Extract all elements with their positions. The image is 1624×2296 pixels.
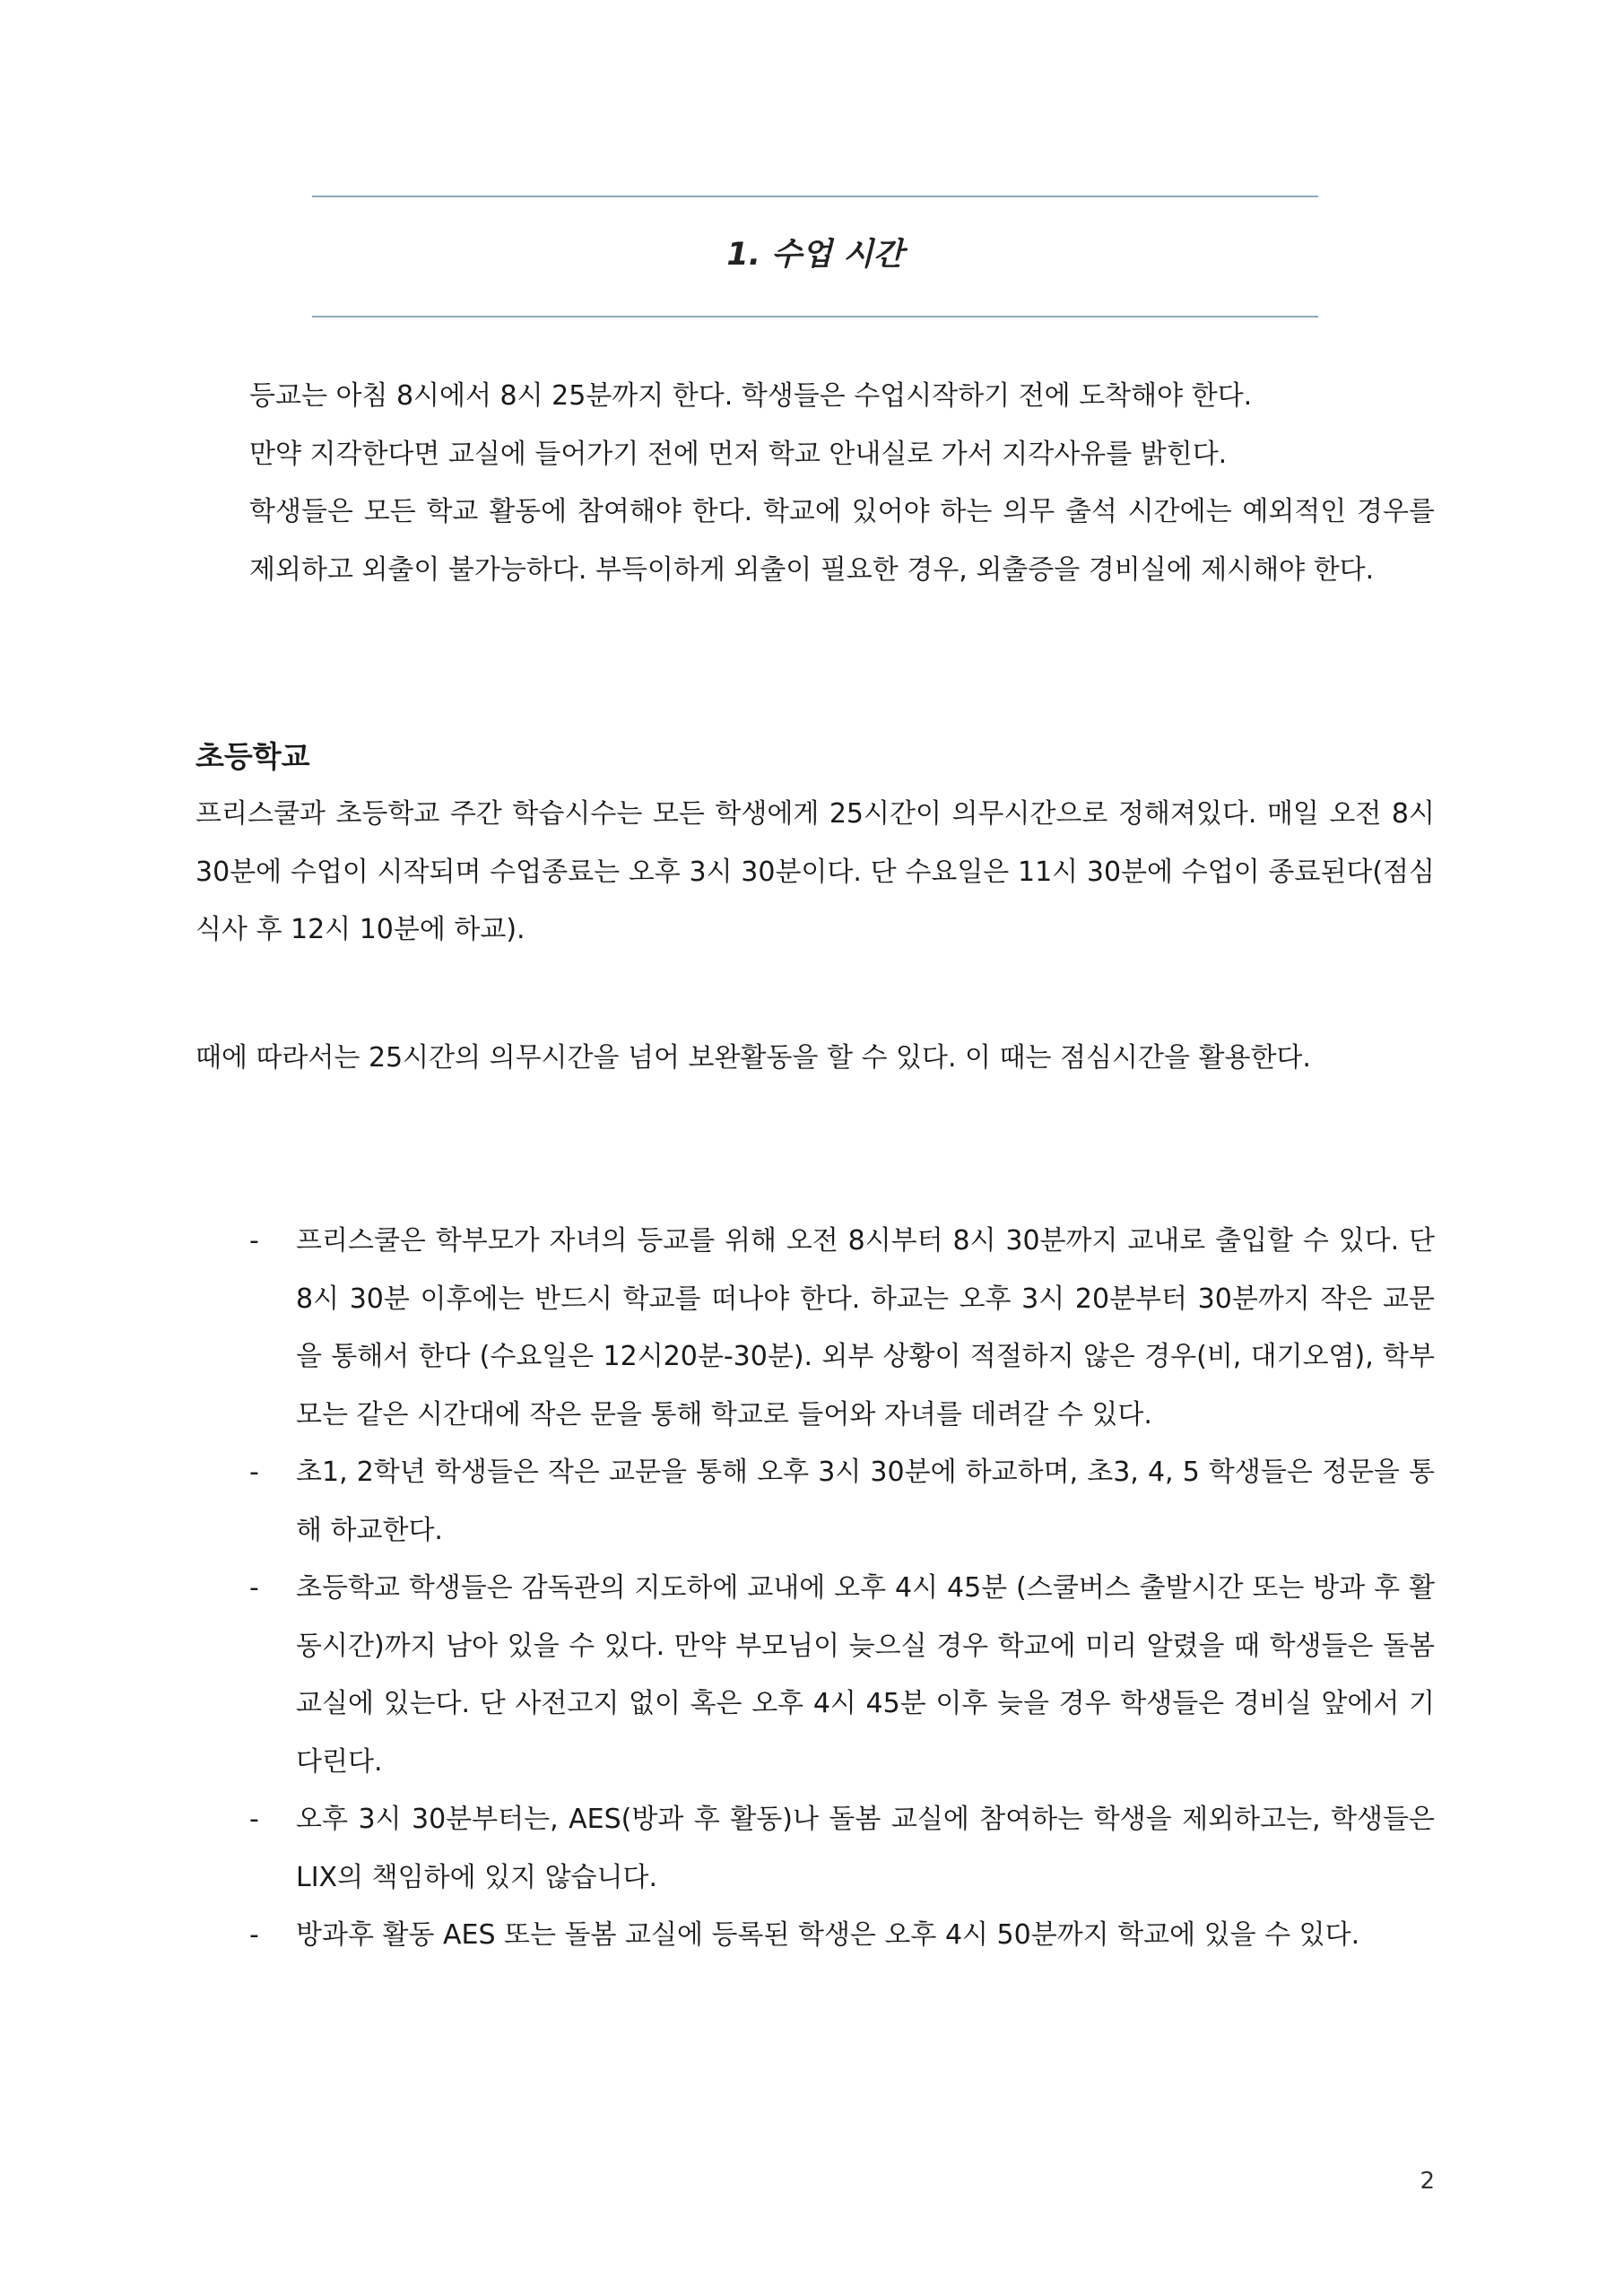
list-item-text: 프리스쿨은 학부모가 자녀의 등교를 위해 오전 8시부터 8시 30분까지 교내로 출입할 수 있다. 단 8시 30분 이후에는 반드시 학교를 떠나야 한다. 하교는 오후 3시 20분부터 30분까지 작은 교문을 통해서 한다 (수요일은 12시20분-30분). 외부 상황이 적절하지 않은 경우(비, 대기오염), 학부모는 같은 시간대에 작은 문을 통해 학교로 들어와 자녀를 데려갈 수 있다. [296, 1225, 1435, 1431]
list-item [195, 1560, 1435, 1791]
intro-line-2: 만약 지각한다면 교실에 들어가기 전에 먼저 학교 안내실로 가서 지각사유를 밝힌다. [249, 438, 1228, 470]
list-item-text: 방과후 활동 AES 또는 돌봄 교실에 등록된 학생은 오후 4시 50분까지 학교에 있을 수 있다. [296, 1919, 1360, 1951]
elementary-bullet-list [195, 1213, 1435, 1965]
intro-line-3: 학생들은 모든 학교 활동에 참여해야 한다. 학교에 있어야 하는 의무 출석 시간에는 예외적인 경우를 제외하고 외출이 불가능하다. 부득이하게 외출이 필요한 경우, 외출증을 경비실에 제시해야 한다. [249, 496, 1435, 586]
intro-paragraph [249, 368, 1435, 599]
page-number: 2 [1420, 2168, 1435, 2195]
list-item-text: 초등학교 학생들은 감독관의 지도하에 교내에 오후 4시 45분 (스쿨버스 출발시간 또는 방과 후 활동시간)까지 남아 있을 수 있다. 만약 부모님이 늦으실 경우 학교에 미리 알렸을 때 학생들은 돌봄교실에 있는다. 단 사전고지 없이 혹은 오후 4시 45분 이후 늦을 경우 학생들은 경비실 앞에서 기다린다. [296, 1572, 1435, 1778]
title-top-rule [312, 196, 1318, 197]
list-item [195, 1907, 1435, 1965]
bullet-dash: - [249, 1457, 259, 1488]
intro-line-1: 등교는 아침 8시에서 8시 25분까지 한다. 학생들은 수업시작하기 전에 도착해야 한다. [249, 380, 1253, 412]
elementary-paragraph-2: 때에 따라서는 25시간의 의무시간을 넘어 보완활동을 할 수 있다. 이 때는 점심시간을 활용한다. [195, 1042, 1311, 1074]
title-bottom-rule [312, 316, 1318, 317]
bullet-dash: - [249, 1804, 259, 1835]
list-item-text: 오후 3시 30분부터는, AES(방과 후 활동)나 돌봄 교실에 참여하는 학생을 제외하고는, 학생들은 LIX의 책임하에 있지 않습니다. [296, 1804, 1435, 1893]
section-title: 1. 수업 시간 [726, 237, 904, 273]
list-item [195, 1444, 1435, 1560]
bullet-dash: - [249, 1919, 259, 1951]
elementary-paragraph-1: 프리스쿨과 초등학교 주간 학습시수는 모든 학생에게 25시간이 의무시간으로 정해져있다. 매일 오전 8시 30분에 수업이 시작되며 수업종료는 오후 3시 30분이다. 단 수요일은 11시 30분에 수업이 종료된다(점심식사 후 12시 10분에 하교). [195, 798, 1435, 945]
list-item-text: 초1, 2학년 학생들은 작은 교문을 통해 오후 3시 30분에 하교하며, 초3, 4, 5 학생들은 정문을 통해 하교한다. [296, 1457, 1435, 1546]
list-item [195, 1213, 1435, 1444]
list-item [195, 1791, 1435, 1907]
elementary-heading: 초등학교 [195, 739, 310, 774]
bullet-dash: - [249, 1225, 259, 1257]
bullet-dash: - [249, 1572, 259, 1604]
